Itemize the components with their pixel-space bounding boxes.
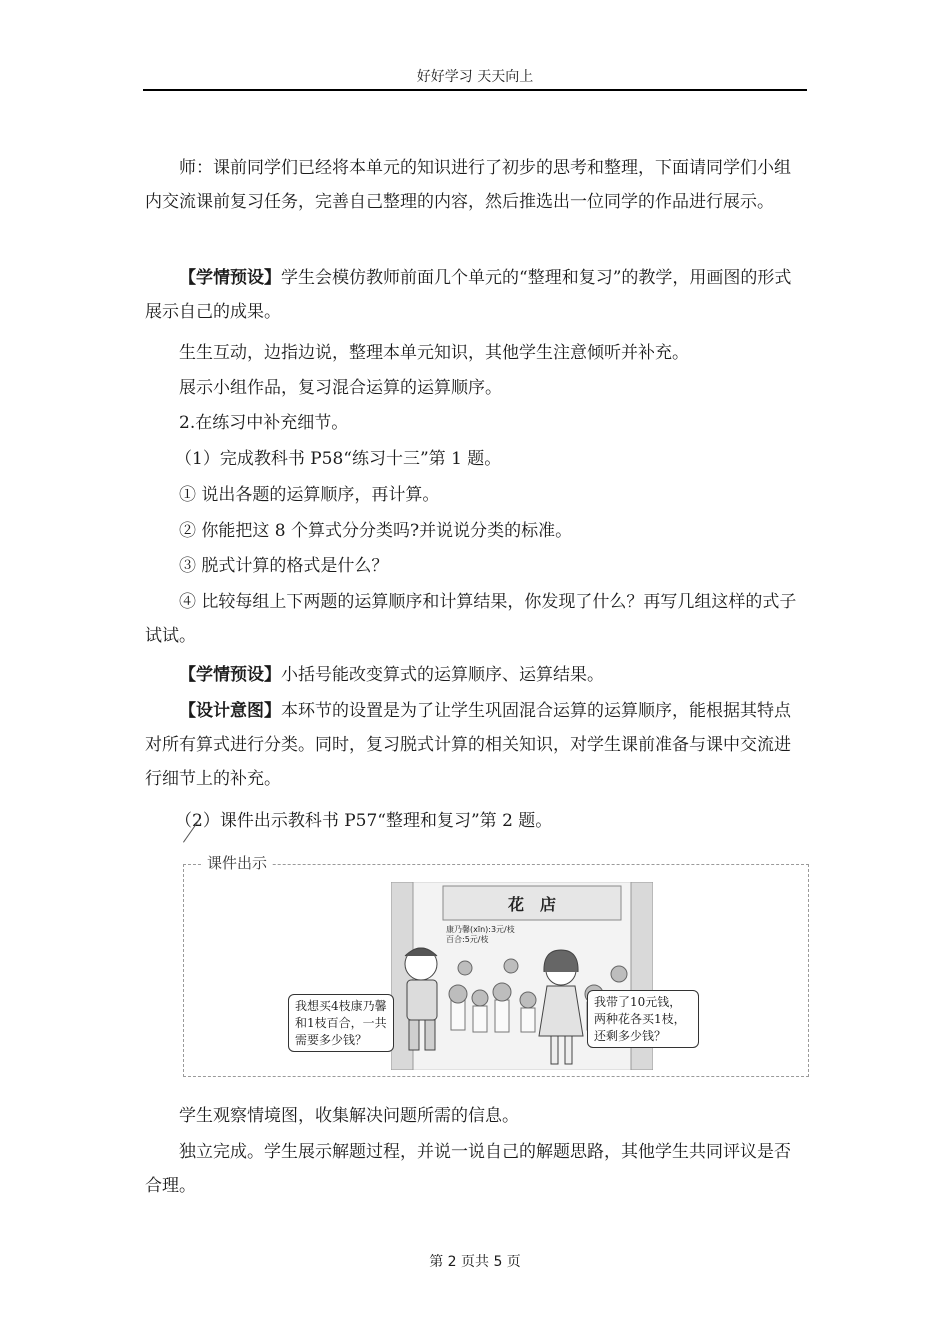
paragraph-design-intent	[145, 694, 807, 796]
paragraph-teacher-intro: 师：课前同学们已经将本单元的知识进行了初步的思考和整理，下面请同学们小组内交流课前复习任务，完善自己整理的内容，然后推选出一位同学的作品进行展示。	[145, 158, 791, 212]
paragraph-interaction: 生生互动，边指边说，整理本单元知识，其他学生注意倾听并补充。	[179, 343, 689, 363]
paragraph-preset-2-text: 小括号能改变算式的运算顺序、运算结果。	[281, 665, 604, 685]
tag-preset: 【学情预设】	[179, 665, 281, 685]
tag-preset: 【学情预设】	[179, 268, 281, 288]
price-line-2: 百合:5元/枝	[446, 935, 489, 944]
page-footer: 第 2 页共 5 页	[429, 1254, 521, 1270]
courseware-label: 课件出示	[203, 852, 271, 873]
paragraph-preset-1	[145, 261, 807, 329]
tag-design-intent: 【设计意图】	[179, 701, 281, 721]
paragraph-preset-2	[145, 658, 807, 692]
paragraph-preset-1-text: 学生会模仿教师前面几个单元的“整理和复习”的教学，用画图的形式展示自己的成果。	[145, 268, 792, 322]
header-rule	[143, 89, 807, 91]
price-line-1: 康乃馨(xīn):3元/枝	[446, 925, 515, 934]
page-header: 好好学习 天天向上	[416, 69, 534, 85]
shop-sign: 花 店	[507, 895, 557, 914]
paragraph-step-2: 2.在练习中补充细节。	[179, 413, 349, 433]
paragraph-q3: ③ 脱式计算的格式是什么？	[179, 556, 389, 576]
paragraph-q4: ④ 比较每组上下两题的运算顺序和计算结果，你发现了什么？再写几组这样的式子试试。	[145, 592, 797, 646]
paragraph-show-work: 展示小组作品，复习混合运算的运算顺序。	[179, 378, 502, 398]
paragraph-q2: ② 你能把这 8 个算式分分类吗?并说说分类的标准。	[179, 521, 573, 541]
paragraph-task-1: （1）完成教科书 P58“练习十三”第 1 题。	[175, 449, 502, 469]
paragraph-task-2: （2）课件出示教科书 P57“整理和复习”第 2 题。	[175, 811, 553, 831]
paragraph-q1: ① 说出各题的运算顺序，再计算。	[179, 485, 440, 505]
speech-bubble-girl: 我带了10元钱，两种花各买1枝，还剩多少钱？	[587, 990, 699, 1048]
paragraph-observe: 学生观察情境图，收集解决问题所需的信息。	[179, 1106, 519, 1126]
speech-bubble-boy: 我想买4枝康乃馨和1枝百合，一共需要多少钱？	[288, 994, 394, 1052]
paragraph-independent: 独立完成。学生展示解题过程，并说一说自己的解题思路，其他学生共同评议是否合理。	[145, 1142, 791, 1196]
paragraph-design-intent-text: 本环节的设置是为了让学生巩固混合运算的运算顺序，能根据其特点对所有算式进行分类。同时，复习脱式计算的相关知识，对学生课前准备与课中交流进行细节上的补充。	[145, 701, 791, 789]
